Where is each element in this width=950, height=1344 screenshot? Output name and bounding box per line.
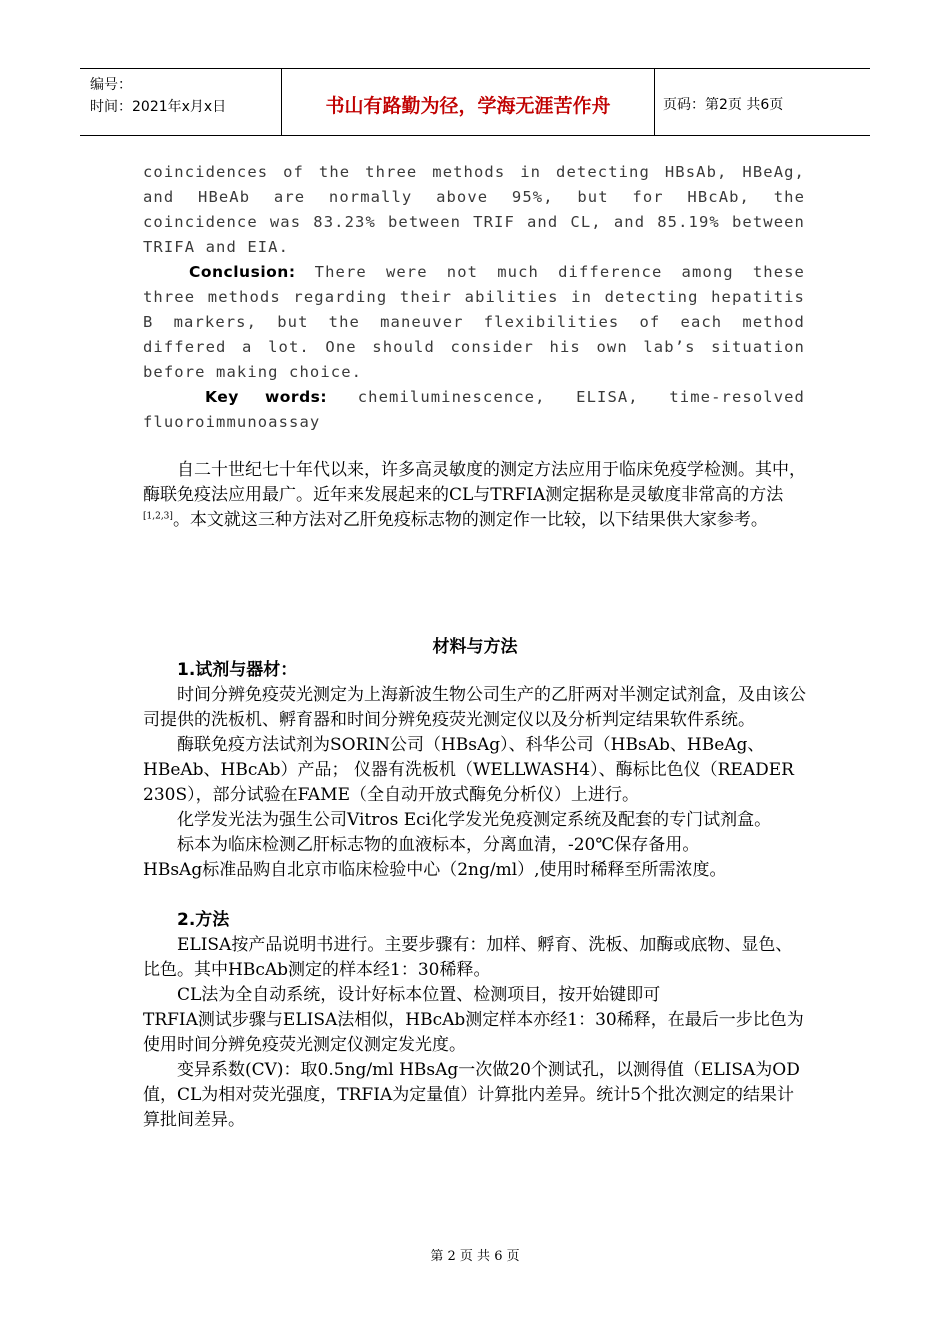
conclusion-label: Conclusion: [189, 263, 296, 281]
abstract-results-tail: coincidences of the three methods in detecting HBsAb, HBeAg, and HBeAb are normally above 95%, but for HBcAb, the coincidence was 83.23% between TRIF and CL, and 85.19% between TRIFA and EIA. [143, 163, 805, 256]
english-abstract [143, 160, 805, 435]
methods-para-standard: HBsAg标准品购自北京市临床检验中心（2ng/ml）,使用时稀释至所需浓度。 [143, 860, 727, 880]
doc-time-label: 时间：2021年x月x日 [90, 99, 227, 115]
conclusion-text: There were not much difference among these three methods regarding their abilities in detecting hepatitis B markers, but the maneuver flexibilities of each method differed a lot. One should consider his own lab’s situation before making choice. [143, 263, 805, 381]
methods-section [143, 658, 808, 1133]
methods-para-trfia: 时间分辨免疫荧光测定为上海新波生物公司生产的乙肝两对半测定试剂盒，及由该公司提供的洗板机、孵育器和时间分辨免疫荧光测定仪以及分析判定结果软件系统。 [143, 685, 806, 730]
methods-para-trfia-steps: TRFIA测试步骤与ELISA法相似，HBcAb测定样本亦经1：30稀释，在最后一步比色为使用时间分辨免疫荧光测定仪测定发光度。 [143, 1010, 804, 1055]
methods-para-cl-steps: CL法为全自动系统，设计好标本位置、检测项目，按开始键即可 [177, 985, 661, 1005]
header-motto: 书山有路勤为径，学海无涯苦作舟 [282, 69, 655, 135]
intro-section [143, 458, 808, 533]
intro-citation: [1,2,3] [143, 511, 173, 522]
page-footer: 第 2 页 共 6 页 [430, 1249, 520, 1264]
methods-para-cl: 化学发光法为强生公司Vitros Eci化学发光免疫测定系统及配套的专门试剂盒。 [177, 810, 772, 830]
page-header [80, 68, 870, 136]
header-page-label: 页码：第2页 共6页 [663, 97, 784, 113]
methods-para-cv: 变异系数(CV)：取0.5ng/ml HBsAg一次做20个测试孔，以测得值（ELISA为OD值，CL为相对荧光强度，TRFIA为定量值）计算批内差异。统计5个批次测定的结果计算批间差异。 [143, 1060, 800, 1130]
methods-para-elisa-steps: ELISA按产品说明书进行。主要步骤有：加样、孵育、洗板、加酶或底物、显色、比色。其中HBcAb测定的样本经1：30稀释。 [143, 935, 793, 980]
header-meta [80, 69, 282, 135]
subheading-reagents: 1.试剂与器材： [177, 660, 298, 680]
keywords-text: chemiluminescence, ELISA, time-resolved fluoroimmunoassay [143, 388, 805, 431]
abstract-conclusion [143, 260, 805, 385]
doc-number-label: 编号： [90, 77, 132, 93]
methods-para-sample: 标本为临床检测乙肝标志物的血液标本，分离血清，-20℃保存备用。 [177, 835, 700, 855]
abstract-keywords [143, 385, 805, 435]
keywords-label: Key words: [205, 388, 328, 406]
intro-text-b: 。本文就这三种方法对乙肝免疫标志物的测定作一比较，以下结果供大家参考。 [172, 510, 768, 530]
intro-paragraph [143, 458, 808, 533]
subheading-methods: 2.方法 [177, 910, 230, 930]
intro-text-a: 自二十世纪七十年代以来，许多高灵敏度的测定方法应用于临床免疫学检测。其中，酶联免疫法应用最广。近年来发展起来的CL与TRFIA测定据称是灵敏度非常高的方法 [143, 460, 806, 505]
section-title: 材料与方法 [432, 637, 518, 657]
methods-para-elisa: 酶联免疫方法试剂为SORIN公司（HBsAg）、科华公司（HBsAb、HBeAg、HBeAb、HBcAb）产品； 仪器有洗板机（WELLWASH4）、酶标比色仪（READER 230S），部分试验在FAME（全自动开放式酶免分析仪）上进行。 [143, 735, 794, 805]
